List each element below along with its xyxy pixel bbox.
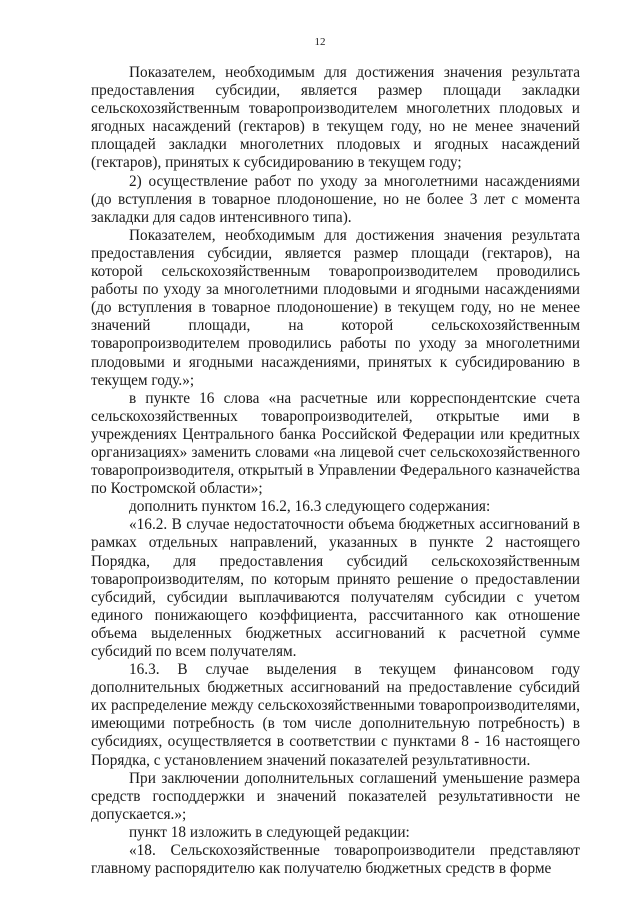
paragraph-point-16-3: 16.3. В случае выделения в текущем финансовом году дополнительных бюджетных ассигнований на предоставление субсидий их распределение между сельскохозяйственными товаропроизводителями, имеющими потребность (в том числе дополнительную потребность) в субсидиях, осуществляется в соответствии с пунктами 8 - 16 настоящего Порядка, с установлением значений показателей результативности.	[91, 661, 580, 769]
paragraph-point-16-2: «16.2. В случае недостаточности объема бюджетных ассигнований в рамках отдельных направлений, указанных в пункте 2 настоящего Порядка, для предоставления субсидий сельскохозяйственным товаропроизводителям, по которым принято решение о предоставлении субсидий, субсидии выплачиваются получателям субсидии с учетом единого понижающего коэффициента, рассчитанного как отношение объема выделенных бюджетных ассигнований к расчетной сумме субсидий по всем получателям.	[91, 516, 580, 660]
paragraph-additional-agreements: При заключении дополнительных соглашений уменьшение размера средств господдержки и значений показателей результативности не допускается.»;	[91, 769, 580, 823]
paragraph-item-2-care-works: 2) осуществление работ по уходу за многолетними насаждениями (до вступления в товарное плодоношение, но не более 3 лет с момента закладки для садов интенсивного типа).	[91, 172, 580, 226]
document-body	[91, 64, 580, 878]
paragraph-add-points: дополнить пунктом 16.2, 16.3 следующего содержания:	[129, 498, 491, 516]
paragraph-point-16-amendment: в пункте 16 слова «на расчетные или корреспондентские счета сельскохозяйственных товаропроизводителей, открытые ими в учреждениях Центрального банка Российской Федерации или кредитных организациях» заменить словами «на лицевой счет сельскохозяйственного товаропроизводителя, открытый в Управлении Федерального казначейства по Костромской области»;	[91, 389, 580, 498]
paragraph-point-18: «18. Сельскохозяйственные товаропроизводители представляют главному распорядителю как получателю бюджетных средств в форме	[91, 842, 580, 878]
paragraph-point-18-intro: пункт 18 изложить в следующей редакции:	[129, 823, 410, 841]
paragraph-indicator-care: Показателем, необходимым для достижения значения результата предоставления субсидии, является размер площади (гектаров), на которой сельскохозяйственным товаропроизводителем проводились работы по уходу за многолетними плодовыми и ягодными насаждениями (до вступления в товарное плодоношение) в текущем году, но не менее значений площади, на которой сельскохозяйственным товаропроизводителем проводились работы по уходу за многолетними плодовыми и ягодными насаждениями, принятых к субсидированию в текущем году.»;	[91, 226, 580, 389]
paragraph-indicator-planting: Показателем, необходимым для достижения значения результата предоставления субсидии, является размер площади закладки сельскохозяйственным товаропроизводителем многолетних плодовых и ягодных насаждений (гектаров) в текущем году, но не менее значений площадей закладки многолетних плодовых и ягодных насаждений (гектаров), принятых к субсидированию в текущем году;	[91, 64, 580, 172]
page-number: 12	[314, 36, 326, 48]
